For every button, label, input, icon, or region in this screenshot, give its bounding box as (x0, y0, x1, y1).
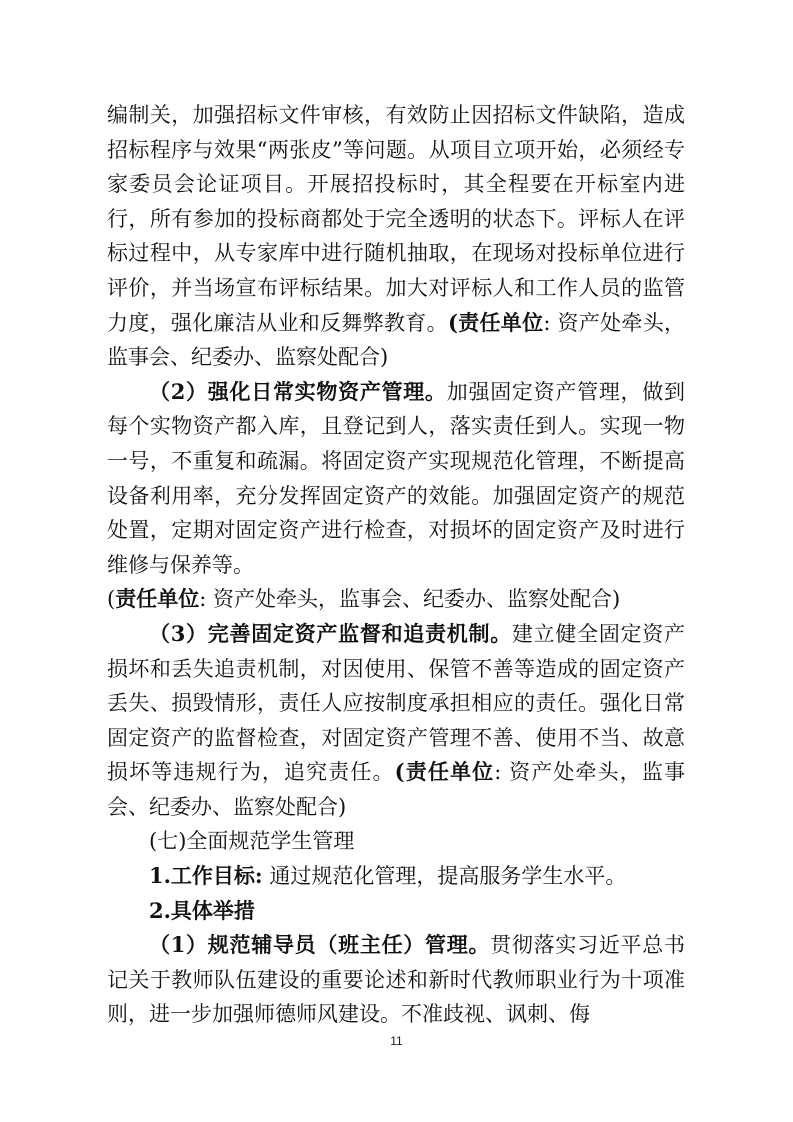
paragraph-responsibility (107, 582, 685, 617)
paragraph-bidding (107, 98, 685, 375)
section-heading: （2）强化日常实物资产管理。 (149, 378, 447, 404)
responsibility-label: 责任单位 (457, 309, 544, 335)
paragraph-text: 编制关，加强招标文件审核，有效防止因招标文件缺陷，造成招标程序与效果“两张皮”等问题。从项目立项开始，必须经专家委员会论证项目。开展招投标时，其全程要在开标室内进行，所有参加的投标商都处于完全透明的状态下。评标人在评标过程中，从专家库中进行随机抽取，在现场对投标单位进行评价，并当场宣布评标结果。加大对评标人和工作人员的监管力度，强化廉洁从业和反舞弊教育。 (107, 103, 685, 335)
responsibility-open: ( (394, 759, 405, 785)
paragraph-text: 建立健全固定资产损坏和丢失追责机制，对因使用、保管不善等造成的固定资产丢失、损毁情形，责任人应按制度承担相应的责任。强化日常固定资产的监督检查，对固定资产管理不善、使用不当、故意损坏等违规行为，追究责任。 (107, 621, 685, 785)
paragraph-counselor-management (107, 928, 685, 1032)
paragraph-physical-assets (107, 375, 685, 583)
goal-text: 通过规范化管理，提高服务学生水平。 (262, 864, 627, 889)
responsibility-open: ( (107, 587, 116, 612)
section-heading: （3）完善固定资产监督和追责机制。 (149, 620, 512, 646)
paragraph-text: 贯彻落实习近平总书记关于教师队伍建设的重要论述和新时代教师职业行为十项准则，进一步加强师德师风建设。不准歧视、讽刺、侮 (107, 933, 685, 1027)
paragraph-text: 加强固定资产管理，做到每个实物资产都入库，且登记到人，落实责任到人。实现一物一号，不重复和疏漏。将固定资产实现规范化管理，不断提高设备利用率，充分发挥固定资产的效能。加强固定资产的规范处置，定期对固定资产进行检查，对损坏的固定资产及时进行维修与保养等。 (107, 379, 685, 577)
goal-label: 1.工作目标: (149, 863, 263, 889)
responsibility-text: : 资产处牵头，监事会、纪委办、监察处配合) (199, 587, 621, 612)
section-title-student-management: (七)全面规范学生管理 (149, 829, 355, 854)
section-heading: （1）规范辅导员（班主任）管理。 (149, 932, 491, 958)
paragraph-asset-accountability (107, 617, 685, 825)
responsibility-text: : 资产处牵头，监事会、纪委办、监察处配合) (107, 760, 686, 819)
responsibility-label: 责任单位 (115, 586, 200, 612)
paragraph-measures-heading: 2.具体举措 (149, 897, 255, 923)
page-body (107, 98, 685, 1032)
paragraph-work-goal (107, 859, 685, 894)
responsibility-text: : 资产处牵头，监事会、纪委办、监察处配合) (107, 310, 686, 370)
responsibility-label: 责任单位 (404, 759, 495, 785)
page-number: 11 (390, 1034, 403, 1048)
responsibility-open: ( (447, 309, 458, 335)
